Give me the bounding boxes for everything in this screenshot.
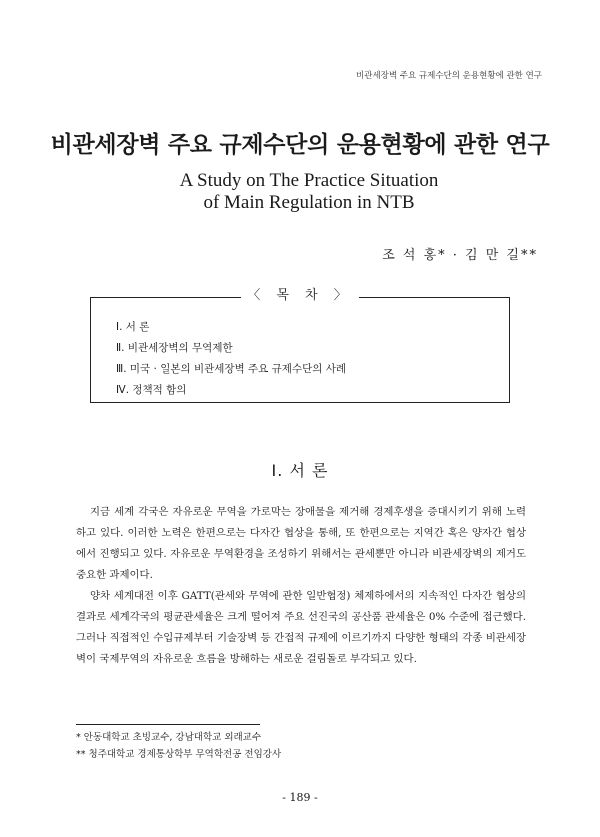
body-text (76, 502, 526, 670)
title-english-line-2: of Main Regulation in NTB (203, 192, 415, 213)
toc-item: Ⅲ. 미국 · 일본의 비관세장벽 주요 규제수단의 사례 (116, 363, 346, 375)
running-head: 비관세장벽 주요 규제수단의 운용현황에 관한 연구 (356, 71, 542, 81)
title-english-line-1: A Study on The Practice Situation (179, 170, 439, 191)
paragraph: 지금 세계 각국은 자유로운 무역을 가로막는 장애물을 제거해 경제후생을 증대시키기 위해 노력하고 있다. 이러한 노력은 한편으로는 다자간 협상을 통해, 또 한편으로는 지역간 혹은 양자간 협상에서 진행되고 있다. 자유로운 무역환경을 조성하기 위해서는 관세뿐만 아니라 비관세장벽의 제거도 중요한 과제이다. (76, 506, 526, 581)
toc-item: Ⅳ. 정책적 함의 (116, 384, 187, 396)
footnote: ** 청주대학교 경제통상학부 무역학전공 전임강사 (76, 749, 282, 760)
toc-item: Ⅱ. 비관세장벽의 무역제한 (116, 342, 233, 354)
title-korean: 비관세장벽 주요 규제수단의 운용현황에 관한 연구 (50, 132, 550, 158)
authors: 조 석 홍* · 김 만 길** (382, 248, 538, 263)
footnote: * 안동대학교 초빙교수, 강남대학교 외래교수 (76, 732, 262, 743)
toc-label-text: 〈 목 차 〉 (241, 288, 359, 303)
paragraph: 양차 세계대전 이후 GATT(관세와 무역에 관한 일반협정) 체제하에서의 지속적인 다자간 협상의 결과로 세계각국의 평균관세율은 크게 떨어져 주요 선진국의 공산품 관세율은 0% 수준에 접근했다. 그러나 직접적인 수입규제부터 기술장벽 등 간접적 규제에 이르기까지 다양한 형태의 각종 비관세장벽이 국제무역의 자유로운 흐름을 방해하는 새로운 걸림돌로 부각되고 있다. (76, 590, 526, 665)
title-english (0, 170, 600, 214)
page-number: - 189 - (282, 791, 318, 804)
section-heading: Ⅰ. 서 론 (271, 461, 329, 480)
footnotes (76, 729, 281, 763)
footnote-divider (76, 724, 260, 725)
toc-item: Ⅰ. 서 론 (116, 321, 150, 333)
table-of-contents-label (0, 284, 600, 303)
table-of-contents-list (116, 317, 346, 401)
